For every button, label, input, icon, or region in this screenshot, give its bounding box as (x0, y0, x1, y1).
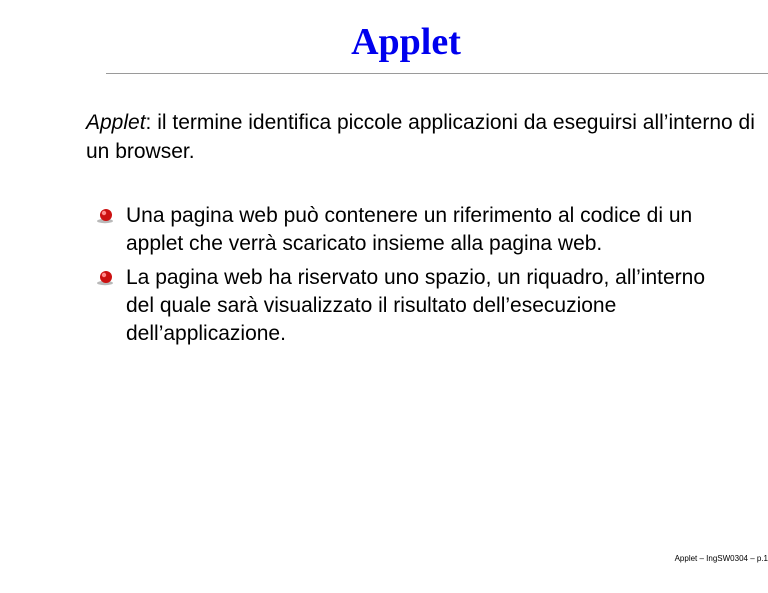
red-ball-bullet-icon (96, 208, 116, 224)
intro-text: : il termine identifica piccole applicazioni da eseguirsi all’interno di un browser. (86, 111, 755, 163)
bullet-item (96, 264, 736, 348)
bullet-list (96, 202, 736, 354)
red-ball-bullet-icon (96, 270, 116, 286)
intro-term: Applet (86, 111, 146, 134)
intro-paragraph (86, 108, 756, 166)
bullet-text: Una pagina web può contenere un riferimento al codice di un applet che verrà scaricato insieme alla pagina web. (126, 204, 693, 255)
slide-footer: Applet – IngSW0304 – p.1 (674, 554, 768, 563)
bullet-item (96, 202, 736, 258)
title-divider (106, 73, 768, 74)
slide-title: Applet (351, 21, 461, 63)
bullet-text: La pagina web ha riservato uno spazio, un riquadro, all’interno del quale sarà visualizzato il risultato dell’esecuzione dell’applicazione. (126, 266, 706, 345)
